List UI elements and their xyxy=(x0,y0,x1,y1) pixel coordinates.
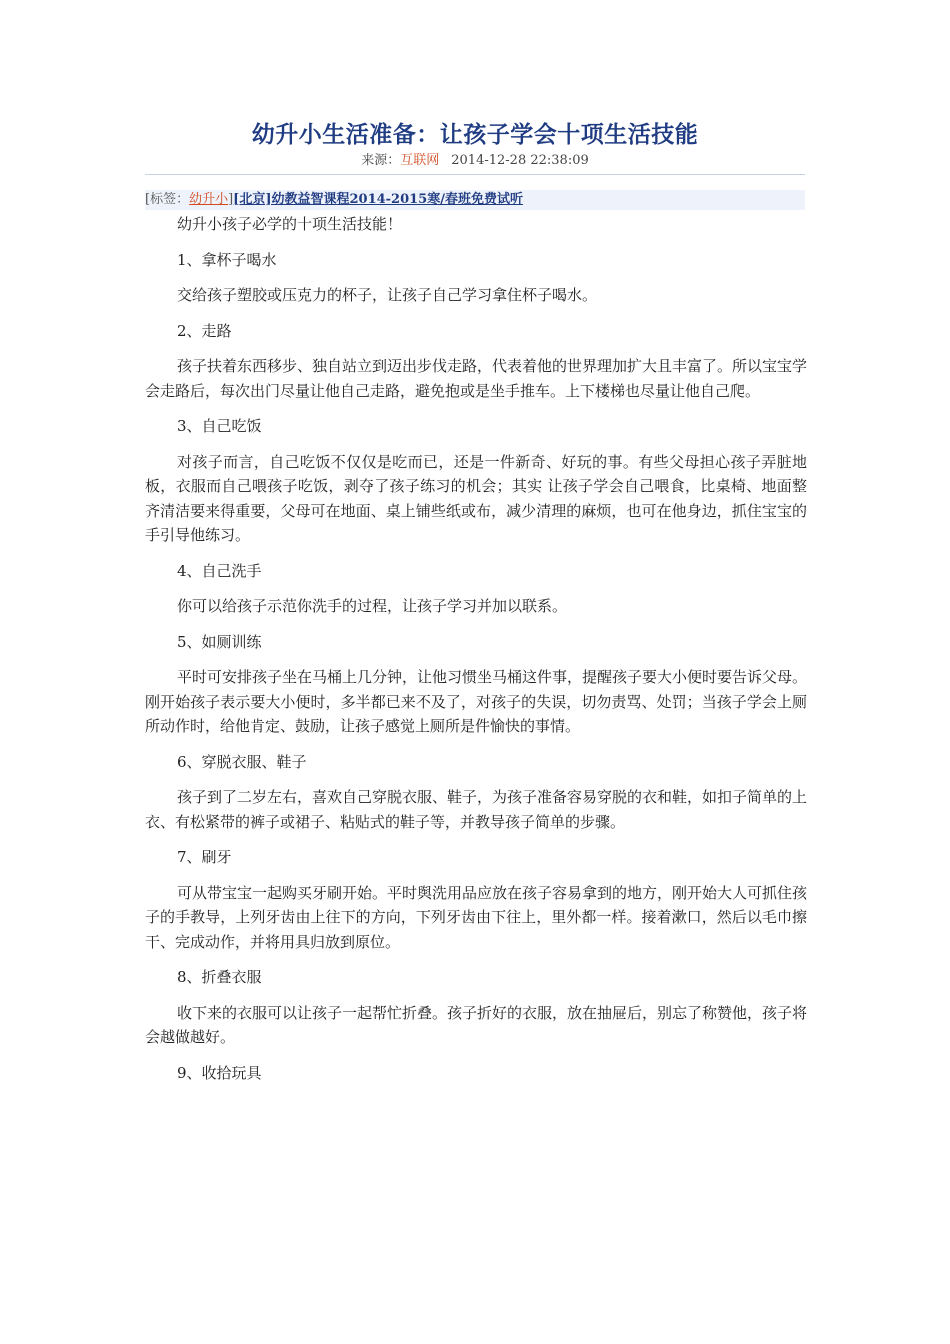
section-heading: 9、收拾玩具 xyxy=(177,1063,262,1082)
tag-link[interactable]: 幼升小 xyxy=(189,192,229,207)
section-heading: 6、穿脱衣服、鞋子 xyxy=(177,752,307,771)
source-label: 来源： xyxy=(361,153,401,168)
section-heading: 8、折叠衣服 xyxy=(177,968,262,986)
source-link[interactable]: 互联网 xyxy=(400,153,440,168)
publish-datetime: 2014-12-28 22:38:09 xyxy=(451,153,589,168)
section-heading: 4、自己洗手 xyxy=(177,561,262,580)
article-header xyxy=(145,118,805,170)
section-text: 可从带宝宝一起购买牙刷开始。平时舆洗用品应放在孩子容易拿到的地方，刚开始大人可抓住孩子的手教导，上列牙齿由上往下的方向，下列牙齿由下往上，里外都一样。接着漱口，然后以毛巾擦干、完成动作，并将用具归放到原位。 xyxy=(145,883,808,951)
section-text: 孩子扶着东西移步、独自站立到迈出步伐走路，代表着他的世界理加扩大且丰富了。所以宝宝学会走路后，每次出门尽量让他自己走路，避免抱或是坐手推车。上下楼梯也尽量让他自己爬。 xyxy=(145,357,808,400)
section-text: 平时可安排孩子坐在马桶上几分钟，让他习惯坐马桶这件事，提醒孩子要大小便时要告诉父母。刚开始孩子表示要大小便时，多半都已来不及了，对孩子的失误，切勿责骂、处罚；当孩子学会上厕所动作时，给他肯定、鼓励，让孩子感觉上厕所是件愉快的事情。 xyxy=(145,668,808,735)
section-heading: 1、拿杯子喝水 xyxy=(177,250,277,269)
tag-suffix: ] xyxy=(228,192,234,207)
article-meta xyxy=(145,152,805,170)
article-title: 幼升小生活准备：让孩子学会十项生活技能 xyxy=(251,122,699,148)
section-text: 对孩子而言，自己吃饭不仅仅是吃而已，还是一件新奇、好玩的事。有些父母担心孩子弄脏地板，衣服而自己喂孩子吃饭，剥夺了孩子练习的机会；其实 让孩子学会自己喂食，比桌椅、地面整齐清洁要来得重要，父母可在地面、桌上铺些纸或布，减少清理的麻烦，也可在他身边，抓住宝宝的手引导他练习。 xyxy=(145,452,807,544)
article-body xyxy=(145,212,807,1096)
section-text: 收下来的衣服可以让孩子一起帮忙折叠。孩子折好的衣服，放在抽屉后，别忘了称赞他，孩子将会越做越好。 xyxy=(145,1003,808,1046)
header-divider xyxy=(145,174,805,175)
section-heading: 7、刷牙 xyxy=(177,848,232,866)
tag-bar xyxy=(145,190,805,210)
section-text: 交给孩子塑胶或压克力的杯子，让孩子自己学习拿住杯子喝水。 xyxy=(177,286,598,304)
section-text: 你可以给孩子示范你洗手的过程，让孩子学习并加以联系。 xyxy=(177,597,568,615)
section-heading: 3、自己吃饭 xyxy=(177,417,262,435)
section-heading: 2、走路 xyxy=(177,321,232,340)
section-text: 孩子到了二岁左右，喜欢自己穿脱衣服、鞋子，为孩子准备容易穿脱的衣和鞋，如扣子简单的上衣、有松紧带的裤子或裙子、粘贴式的鞋子等，并教导孩子简单的步骤。 xyxy=(145,788,808,831)
section-heading: 5、如厕训练 xyxy=(177,632,262,651)
intro-paragraph: 幼升小孩子必学的十项生活技能！ xyxy=(177,215,403,233)
promo-link[interactable]: [北京]幼教益智课程2014-2015寒/春班免费试听 xyxy=(233,192,523,207)
tag-prefix: [标签： xyxy=(145,192,190,207)
